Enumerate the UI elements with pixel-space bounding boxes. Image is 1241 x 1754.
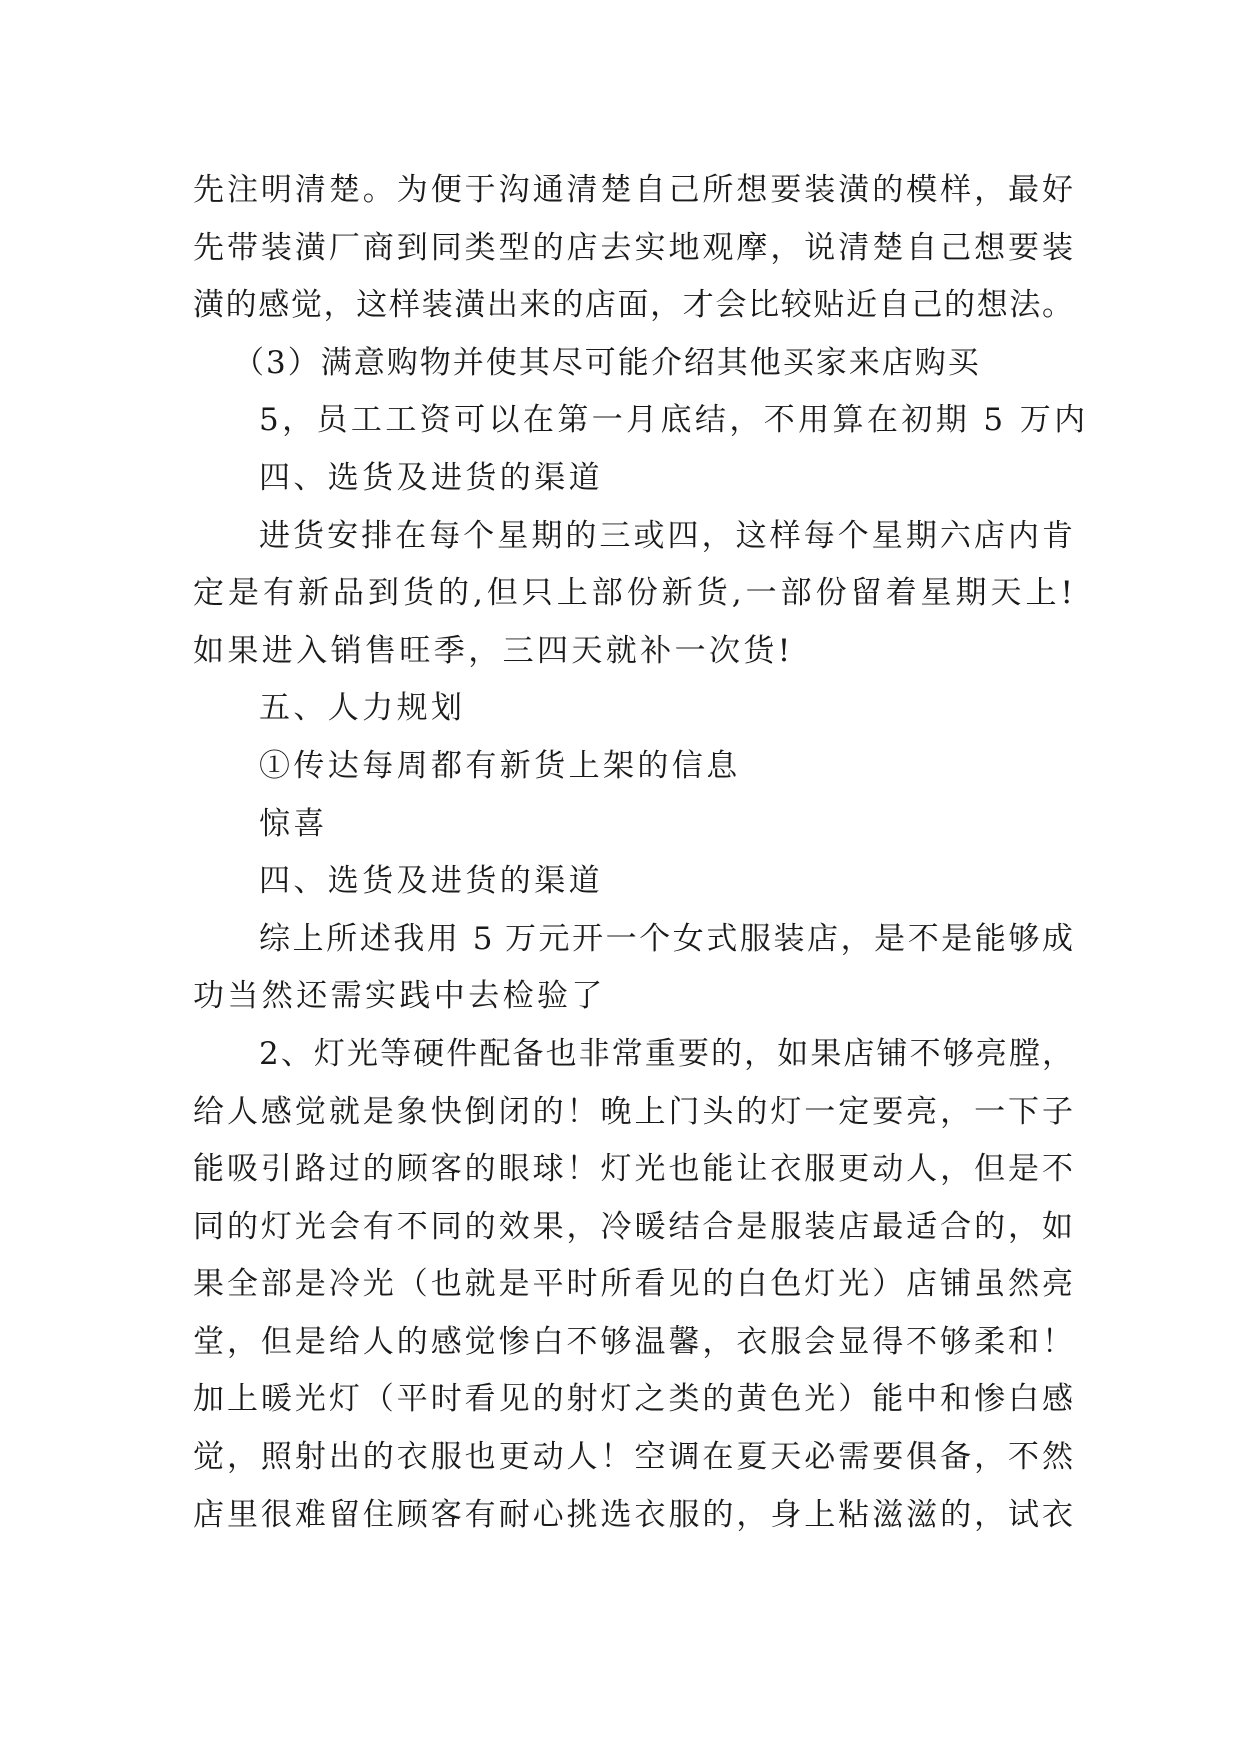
- paragraph-line: 果全部是冷光（也就是平时所看见的白色灯光）店铺虽然亮: [193, 1266, 1073, 1303]
- section-heading: 四、选货及进货的渠道: [259, 863, 603, 900]
- paragraph-line: ①传达每周都有新货上架的信息: [259, 747, 741, 784]
- paragraph-line: 觉，照射出的衣服也更动人！空调在夏天必需要俱备，不然: [193, 1439, 1073, 1476]
- paragraph-line: 如果进入销售旺季，三四天就补一次货!: [193, 632, 794, 669]
- paragraph-line: 潢的感觉，这样装潢出来的店面，才会比较贴近自己的想法。: [193, 287, 1073, 324]
- section-heading: 五、人力规划: [259, 690, 466, 727]
- paragraph-line: 综上所述我用 5 万元开一个女式服装店，是不是能够成: [259, 920, 1073, 957]
- paragraph-line: 先带装潢厂商到同类型的店去实地观摩，说清楚自己想要装: [193, 229, 1073, 266]
- paragraph-line: 5，员工工资可以在第一月底结，不用算在初期 5 万内: [259, 402, 1089, 439]
- paragraph-line: 能吸引路过的顾客的眼球！灯光也能让衣服更动人，但是不: [193, 1151, 1073, 1188]
- document-body: [193, 162, 1089, 1544]
- paragraph-line: 同的灯光会有不同的效果，冷暖结合是服装店最适合的，如: [193, 1208, 1073, 1245]
- paragraph-line: 店里很难留住顾客有耐心挑选衣服的，身上粘滋滋的，试衣: [193, 1496, 1073, 1533]
- paragraph-line: 堂，但是给人的感觉惨白不够温馨，衣服会显得不够柔和！: [193, 1323, 1073, 1360]
- section-heading: 四、选货及进货的渠道: [259, 459, 603, 496]
- paragraph-line: 定是有新品到货的,但只上部份新货,一部份留着星期天上!: [193, 575, 1073, 612]
- paragraph-line: （3）满意购物并使其尽可能介绍其他买家来店购买: [233, 344, 981, 381]
- paragraph-line: 功当然还需实践中去检验了: [193, 978, 606, 1015]
- paragraph-line: 2、灯光等硬件配备也非常重要的，如果店铺不够亮膛，: [259, 1035, 1073, 1072]
- paragraph-line: 惊喜: [259, 805, 328, 842]
- paragraph-line: 给人感觉就是象快倒闭的！晚上门头的灯一定要亮，一下子: [193, 1093, 1073, 1130]
- paragraph-line: 加上暖光灯（平时看见的射灯之类的黄色光）能中和惨白感: [193, 1381, 1073, 1418]
- paragraph-line: 先注明清楚。为便于沟通清楚自己所想要装潢的模样，最好: [193, 172, 1073, 208]
- paragraph-line: 进货安排在每个星期的三或四，这样每个星期六店内肯: [259, 517, 1073, 554]
